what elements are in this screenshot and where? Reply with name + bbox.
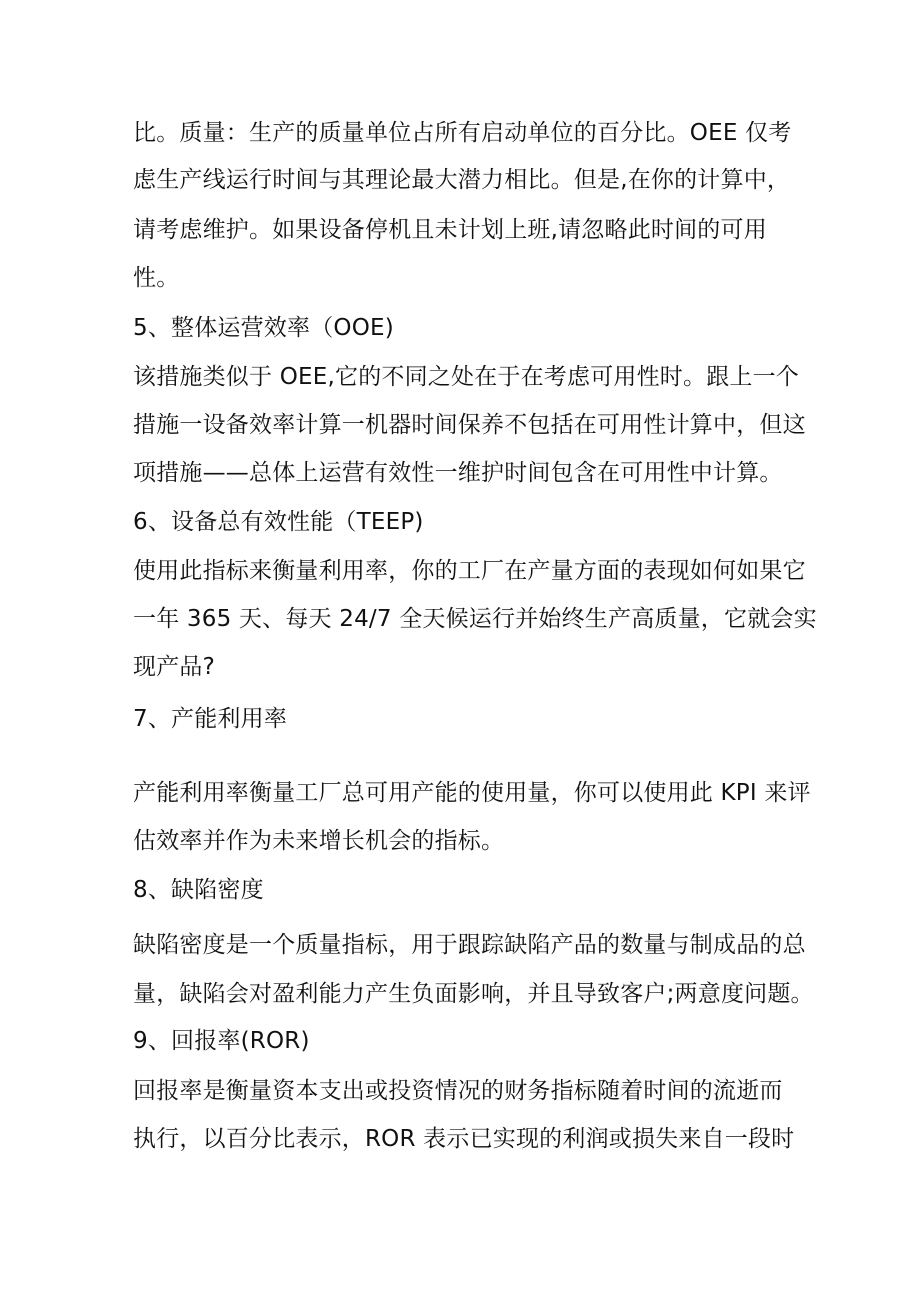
paragraph-line: 现产品? xyxy=(133,654,216,680)
paragraph-line: 产能利用率衡量工厂总可用产能的使用量，你可以使用此 KPI 来评 xyxy=(133,780,811,806)
section-heading-ooe: 5、整体运营效率（OOE) xyxy=(133,315,394,341)
paragraph-line: 比。质量：生产的质量单位占所有启动单位的百分比。OEE 仅考 xyxy=(133,120,792,146)
paragraph-line: 回报率是衡量资本支出或投资情况的财务指标随着时间的流逝而 xyxy=(133,1078,783,1104)
paragraph-line: 估效率并作为未来增长机会的指标。 xyxy=(133,828,505,854)
paragraph-line: 执行，以百分比表示，ROR 表示已实现的利润或损失来自一段时 xyxy=(133,1126,795,1152)
paragraph-line: 缺陷密度是一个质量指标，用于跟踪缺陷产品的数量与制成品的总 xyxy=(133,932,806,958)
paragraph-line: 虑生产线运行时间与其理论最大潜力相比。但是,在你的计算中， xyxy=(133,167,791,193)
paragraph-line: 该措施类似于 OEE,它的不同之处在于在考虑可用性时。跟上一个 xyxy=(133,364,799,390)
paragraph-line: 量，缺陷会对盈利能力产生负面影响，并且导致客户;两意度问题。 xyxy=(133,981,814,1007)
section-heading-ror: 9、回报率(ROR) xyxy=(133,1028,310,1054)
section-heading-capacity-utilization: 7、产能利用率 xyxy=(133,706,288,732)
section-heading-teep: 6、设备总有效性能（TEEP) xyxy=(133,509,424,535)
section-heading-defect-density: 8、缺陷密度 xyxy=(133,877,264,903)
paragraph-line: 项措施——总体上运营有效性一维护时间包含在可用性中计算。 xyxy=(133,460,783,486)
paragraph-line: 措施一设备效率计算一机器时间保养不包括在可用性计算中，但这 xyxy=(133,412,806,438)
paragraph-line: 性。 xyxy=(133,265,180,291)
paragraph-line: 使用此指标来衡量利用率，你的工厂在产量方面的表现如何如果它 xyxy=(133,558,806,584)
paragraph-line: 请考虑维护。如果设备停机且未计划上班,请忽略此时间的可用 xyxy=(133,217,767,243)
paragraph-line: 一年 365 天、每天 24/7 全天候运行并始终生产高质量，它就会实 xyxy=(133,606,817,632)
